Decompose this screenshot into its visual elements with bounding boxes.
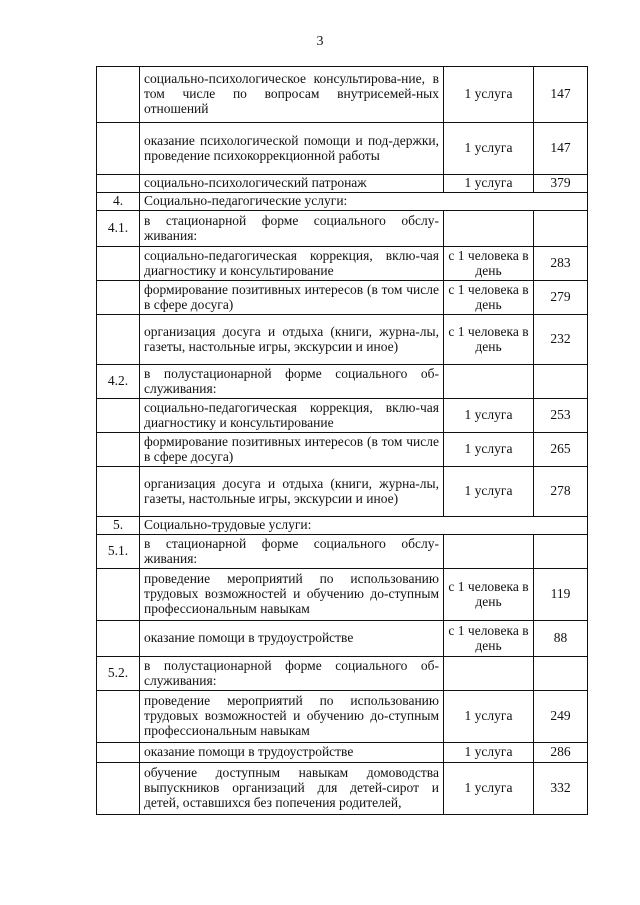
row-number — [97, 467, 140, 517]
section-row — [97, 517, 588, 535]
service-unit: 1 услуга — [444, 399, 534, 433]
service-price: 332 — [534, 763, 588, 815]
row-number: 4.2. — [97, 365, 140, 399]
service-name: оказание помощи в трудоустройстве — [140, 621, 444, 657]
table-row — [97, 467, 588, 517]
subsection-row — [97, 657, 588, 691]
service-unit — [444, 211, 534, 247]
service-unit: 1 услуга — [444, 467, 534, 517]
row-number: 4. — [97, 193, 140, 211]
row-number — [97, 281, 140, 315]
service-price — [534, 657, 588, 691]
service-name: обучение доступным навыкам домоводства выпускников организаций для детей-сирот и детей, оставшихся без попечения родителей, — [140, 763, 444, 815]
row-number: 5.2. — [97, 657, 140, 691]
subsection-row — [97, 365, 588, 399]
service-unit — [444, 657, 534, 691]
row-number — [97, 763, 140, 815]
row-number — [97, 621, 140, 657]
service-unit: с 1 человека в день — [444, 621, 534, 657]
service-price: 253 — [534, 399, 588, 433]
service-unit: 1 услуга — [444, 67, 534, 123]
service-name: организация досуга и отдыха (книги, журна-лы, газеты, настольные игры, экскурсии и иное) — [140, 315, 444, 365]
service-name: социально-педагогическая коррекция, вклю-чая диагностику и консультирование — [140, 399, 444, 433]
table-row — [97, 123, 588, 175]
service-price: 147 — [534, 123, 588, 175]
table-row — [97, 281, 588, 315]
service-price — [534, 535, 588, 569]
table-row — [97, 315, 588, 365]
table-row — [97, 175, 588, 193]
service-unit — [444, 535, 534, 569]
subsection-row — [97, 535, 588, 569]
row-number — [97, 399, 140, 433]
service-name: оказание помощи в трудоустройстве — [140, 743, 444, 763]
row-number: 5. — [97, 517, 140, 535]
service-price: 278 — [534, 467, 588, 517]
service-unit: 1 услуга — [444, 691, 534, 743]
row-number — [97, 315, 140, 365]
table-body — [97, 67, 588, 815]
row-number: 5.1. — [97, 535, 140, 569]
service-price: 379 — [534, 175, 588, 193]
section-title: Социально-трудовые услуги: — [140, 517, 588, 535]
table-row — [97, 763, 588, 815]
row-number — [97, 67, 140, 123]
service-unit: с 1 человека в день — [444, 281, 534, 315]
service-name: социально-психологический патронаж — [140, 175, 444, 193]
service-unit: 1 услуга — [444, 763, 534, 815]
service-unit: с 1 человека в день — [444, 315, 534, 365]
row-number — [97, 569, 140, 621]
row-number — [97, 247, 140, 281]
service-unit — [444, 365, 534, 399]
table-row — [97, 247, 588, 281]
subsection-row — [97, 211, 588, 247]
service-price — [534, 211, 588, 247]
service-name: формирование позитивных интересов (в том числе в сфере досуга) — [140, 281, 444, 315]
service-unit: 1 услуга — [444, 175, 534, 193]
service-name: социально-педагогическая коррекция, вклю-чая диагностику и консультирование — [140, 247, 444, 281]
service-name: социально-психологическое консультирова-ние, в том числе по вопросам внутрисемей-ных отношений — [140, 67, 444, 123]
service-price — [534, 365, 588, 399]
service-name: формирование позитивных интересов (в том числе в сфере досуга) — [140, 433, 444, 467]
service-name: проведение мероприятий по использованию трудовых возможностей и обучению до-ступным профессиональным навыкам — [140, 569, 444, 621]
row-number — [97, 743, 140, 763]
service-price: 119 — [534, 569, 588, 621]
service-unit: с 1 человека в день — [444, 569, 534, 621]
service-unit: 1 услуга — [444, 433, 534, 467]
table-row — [97, 433, 588, 467]
service-name: оказание психологической помощи и под-держки, проведение психокоррекционной работы — [140, 123, 444, 175]
service-price: 286 — [534, 743, 588, 763]
service-price: 249 — [534, 691, 588, 743]
service-price: 232 — [534, 315, 588, 365]
section-row — [97, 193, 588, 211]
service-name: в стационарной форме социального обслу-живания: — [140, 535, 444, 569]
page-number: 3 — [316, 34, 324, 49]
service-name: в стационарной форме социального обслу-живания: — [140, 211, 444, 247]
service-name: организация досуга и отдыха (книги, журна-лы, газеты, настольные игры, экскурсии и иное) — [140, 467, 444, 517]
section-title: Социально-педагогические услуги: — [140, 193, 588, 211]
table-row — [97, 691, 588, 743]
row-number — [97, 123, 140, 175]
table-row — [97, 67, 588, 123]
service-price: 147 — [534, 67, 588, 123]
service-name: проведение мероприятий по использованию трудовых возможностей и обучению до-ступным профессиональным навыкам — [140, 691, 444, 743]
row-number — [97, 175, 140, 193]
row-number: 4.1. — [97, 211, 140, 247]
service-price: 265 — [534, 433, 588, 467]
service-name: в полустационарной форме социального об-служивания: — [140, 365, 444, 399]
service-unit: с 1 человека в день — [444, 247, 534, 281]
service-price: 88 — [534, 621, 588, 657]
table-row — [97, 399, 588, 433]
service-price: 283 — [534, 247, 588, 281]
table-row — [97, 743, 588, 763]
table-row — [97, 621, 588, 657]
service-name: в полустационарной форме социального об-служивания: — [140, 657, 444, 691]
row-number — [97, 433, 140, 467]
table-row — [97, 569, 588, 621]
services-table — [96, 66, 588, 815]
service-price: 279 — [534, 281, 588, 315]
service-unit: 1 услуга — [444, 743, 534, 763]
service-unit: 1 услуга — [444, 123, 534, 175]
row-number — [97, 691, 140, 743]
